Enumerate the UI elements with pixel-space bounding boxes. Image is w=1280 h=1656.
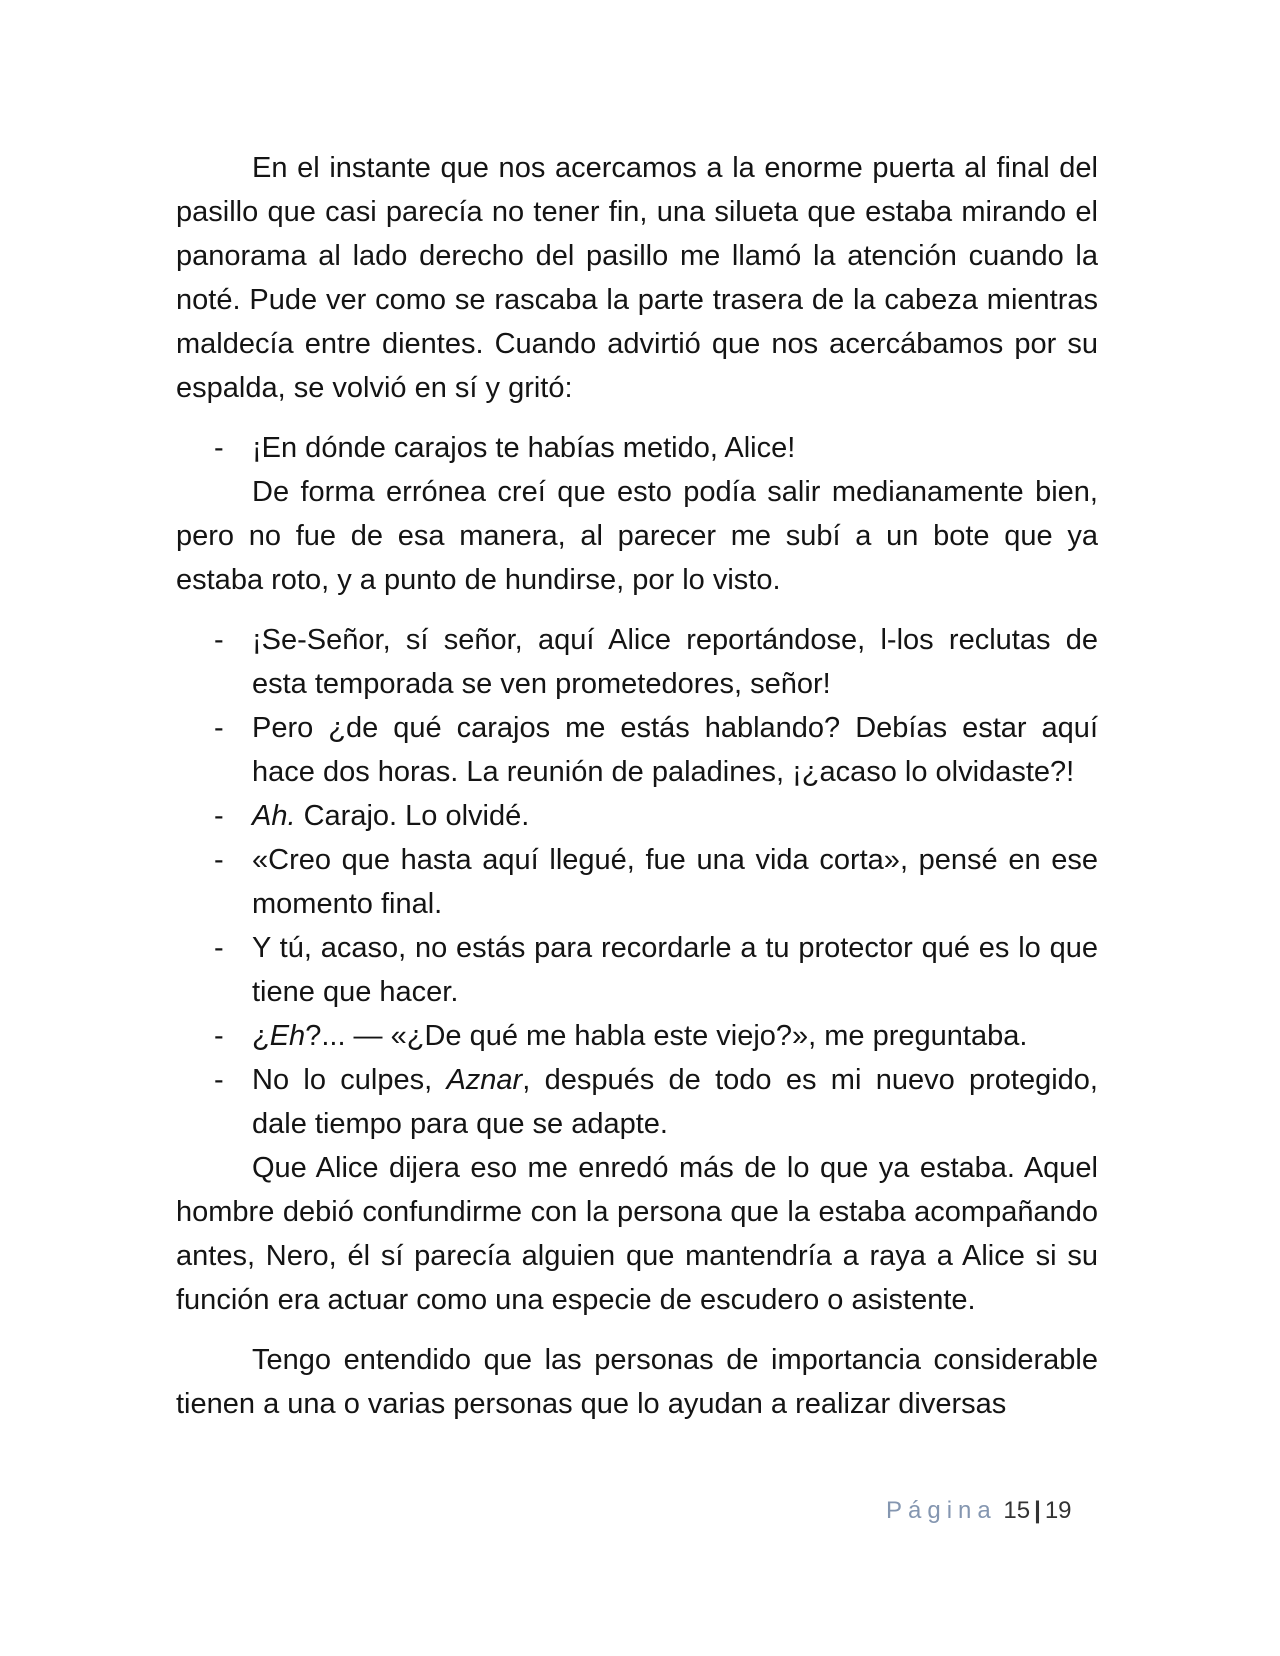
- page-footer: [886, 1496, 1072, 1526]
- dialogue-text: ¿: [252, 1020, 270, 1052]
- dialogue-line: [176, 426, 1098, 470]
- dialogue-text: Carajo. Lo olvidé.: [295, 800, 530, 832]
- dialogue-line: [176, 926, 1098, 1014]
- page-label: Página: [886, 1497, 997, 1524]
- dialogue-line: [176, 618, 1098, 706]
- dialogue-text: «Creo que hasta aquí llegué, fue una vida corta», pensé en ese momento final.: [252, 844, 1098, 920]
- dialogue-line: [176, 1014, 1098, 1058]
- body-text: [176, 146, 1098, 1426]
- dialogue-italic: Eh: [269, 1020, 306, 1052]
- dialogue-line: [176, 794, 1098, 838]
- dialogue-text: ?... — «¿De qué me habla este viejo?», me preguntaba.: [305, 1020, 1028, 1052]
- dialogue-dash: -: [214, 800, 224, 832]
- page-total: 19: [1044, 1497, 1072, 1524]
- dialogue-line: [176, 838, 1098, 926]
- dialogue-text: , después de todo es mi nuevo protegido, dale tiempo para que se adapte.: [252, 1064, 1098, 1140]
- dialogue-dash: -: [214, 1020, 224, 1052]
- dialogue-text: No lo culpes,: [252, 1064, 447, 1096]
- dialogue-dash: -: [214, 844, 224, 876]
- dialogue-dash: -: [214, 712, 224, 744]
- dialogue-text: ¡En dónde carajos te habías metido, Alice!: [252, 432, 796, 464]
- dialogue-dash: -: [214, 432, 224, 464]
- paragraph-2: De forma errónea creí que esto podía salir medianamente bien, pero no fue de esa manera, al parecer me subí a un bote que ya estaba roto, y a punto de hundirse, por lo visto.: [176, 476, 1098, 596]
- dialogue-italic: Ah.: [252, 800, 296, 832]
- dialogue-list-2: [176, 618, 1098, 1146]
- dialogue-italic: Aznar: [446, 1064, 523, 1096]
- dialogue-line: [176, 1058, 1098, 1146]
- dialogue-line: [176, 706, 1098, 794]
- dialogue-dash: -: [214, 624, 224, 656]
- dialogue-dash: -: [214, 932, 224, 964]
- page-number: 15: [1003, 1497, 1031, 1524]
- page-separator: |: [1034, 1497, 1041, 1524]
- dialogue-text: Pero ¿de qué carajos me estás hablando? Debías estar aquí hace dos horas. La reunión de paladines, ¡¿acaso lo olvidaste?!: [252, 712, 1098, 788]
- dialogue-text: Y tú, acaso, no estás para recordarle a tu protector qué es lo que tiene que hacer.: [252, 932, 1098, 1008]
- paragraph-1: En el instante que nos acercamos a la enorme puerta al final del pasillo que casi parecía no tener fin, una silueta que estaba mirando el panorama al lado derecho del pasillo me llamó la atención cuando la noté. Pude ver como se rascaba la parte trasera de la cabeza mientras maldecía entre dientes. Cuando advirtió que nos acercábamos por su espalda, se volvió en sí y gritó:: [176, 152, 1098, 404]
- paragraph-3: Que Alice dijera eso me enredó más de lo que ya estaba. Aquel hombre debió confundirme con la persona que la estaba acompañando antes, Nero, él sí parecía alguien que mantendría a raya a Alice si su función era actuar como una especie de escudero o asistente.: [176, 1152, 1098, 1316]
- paragraph-4: Tengo entendido que las personas de importancia considerable tienen a una o varias personas que lo ayudan a realizar diversas: [176, 1344, 1098, 1420]
- dialogue-list-1: [176, 426, 1098, 470]
- dialogue-dash: -: [214, 1064, 224, 1096]
- dialogue-text: ¡Se-Señor, sí señor, aquí Alice reportándose, l-los reclutas de esta temporada se ven prometedores, señor!: [252, 624, 1098, 700]
